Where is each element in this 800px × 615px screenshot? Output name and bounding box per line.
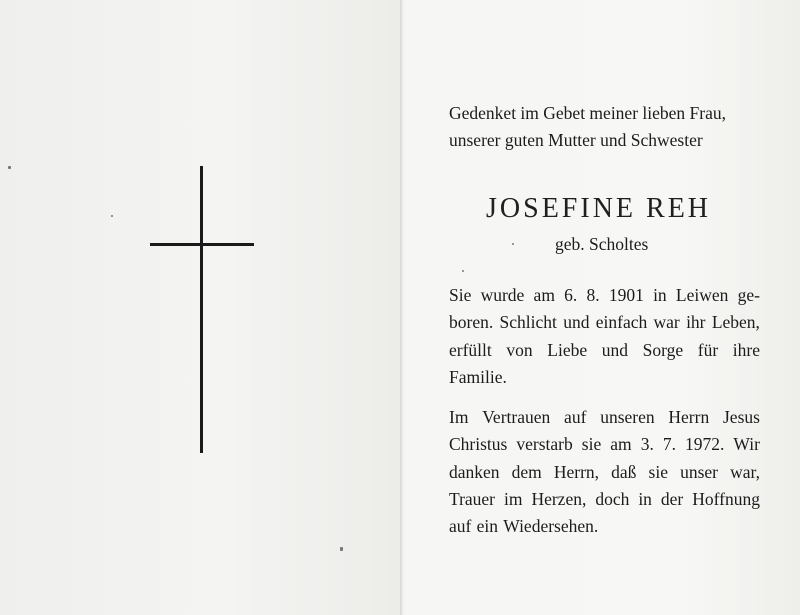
paragraph-word: war, [730, 461, 760, 482]
paragraph-line [449, 404, 760, 431]
paragraph-word: Wiedersehen. [503, 516, 599, 537]
intro-line-1: Gedenket im Gebet meiner lieben Frau, [449, 103, 726, 123]
deceased-name: JOSEFINE REH [486, 193, 712, 224]
paragraph-word: Vertrauen [482, 407, 551, 427]
paragraph-word: ein [476, 516, 498, 537]
paragraph-word: Liebe [547, 339, 588, 360]
death-paragraph [449, 404, 760, 540]
paragraph-word: wurde [480, 285, 525, 305]
paragraph-word: doch [595, 488, 630, 509]
paragraph-word: Jesus [723, 407, 760, 427]
paragraph-word: 1972. [685, 434, 725, 455]
maiden-name: geb. Scholtes [555, 234, 649, 254]
paragraph-line [449, 309, 760, 336]
paragraph-word: daß [611, 461, 637, 482]
paragraph-word: Sorge [642, 339, 684, 360]
paragraph-word: war [653, 312, 680, 333]
paragraph-word: Herrn [668, 407, 710, 427]
paper-speck [462, 270, 464, 272]
paragraph-word: im [503, 488, 523, 509]
paragraph-word: unseren [600, 407, 655, 427]
paragraph-word: in [653, 285, 667, 305]
paragraph-line [449, 282, 760, 309]
paragraph-word: Trauer [449, 488, 496, 509]
paragraph-word: unser [680, 461, 718, 482]
paragraph-word: Leiwen [675, 285, 729, 305]
paragraph-word: sie [581, 434, 602, 455]
paragraph-line [449, 364, 760, 391]
paragraph-word: ihr [686, 312, 706, 333]
paragraph-word: danken [449, 461, 500, 482]
paper-speck [8, 166, 11, 169]
paragraph-word: am [533, 285, 555, 305]
paragraph-word: Schlicht [499, 312, 557, 333]
life-paragraph [449, 282, 760, 391]
paragraph-word: Sie [449, 285, 472, 305]
paragraph-word: boren. [449, 312, 494, 333]
paragraph-line [449, 337, 760, 364]
paragraph-word: Herzen, [531, 488, 587, 509]
cross-icon-crossbar [150, 243, 254, 246]
paragraph-line [449, 459, 760, 486]
paragraph-word: der [660, 488, 684, 509]
paragraph-word: Im [449, 407, 469, 427]
paragraph-word: einfach [595, 312, 648, 333]
paragraph-word: 3. [640, 434, 654, 455]
paragraph-word: ihre [732, 339, 760, 360]
paragraph-line [449, 486, 760, 513]
paragraph-word: dem [511, 461, 542, 482]
intro-line-2: unserer guten Mutter und Schwester [449, 130, 703, 150]
paragraph-word: am [610, 434, 632, 455]
paragraph-word: Hoffnung [692, 488, 760, 509]
paragraph-word: Herrn, [553, 461, 600, 482]
paragraph-word: auf [449, 516, 472, 537]
paragraph-word: 8. [586, 285, 600, 305]
paragraph-word: und [601, 339, 628, 360]
paragraph-word: 6. [564, 285, 578, 305]
paper-speck [340, 547, 343, 551]
paper-speck [111, 215, 113, 217]
paragraph-word: Christus [449, 434, 508, 455]
paragraph-line [449, 513, 760, 540]
paragraph-word: Familie. [449, 366, 507, 387]
paragraph-word: und [563, 312, 590, 333]
paragraph-word: von [506, 339, 533, 360]
paragraph-word: auf [564, 407, 587, 427]
paragraph-word: erfüllt [449, 339, 492, 360]
paragraph-word: 7. [662, 434, 676, 455]
paragraph-word: in [638, 488, 652, 509]
paper-speck [512, 243, 514, 245]
paragraph-line [449, 431, 760, 458]
paragraph-word: sie [648, 461, 668, 482]
paragraph-word: ge- [737, 285, 760, 305]
paragraph-word: Leben, [711, 312, 760, 333]
paragraph-word: 1901 [608, 285, 644, 305]
cross-icon [200, 166, 203, 453]
paragraph-word: verstarb [516, 434, 573, 455]
paragraph-word: Wir [733, 434, 760, 455]
paragraph-word: für [697, 339, 719, 360]
